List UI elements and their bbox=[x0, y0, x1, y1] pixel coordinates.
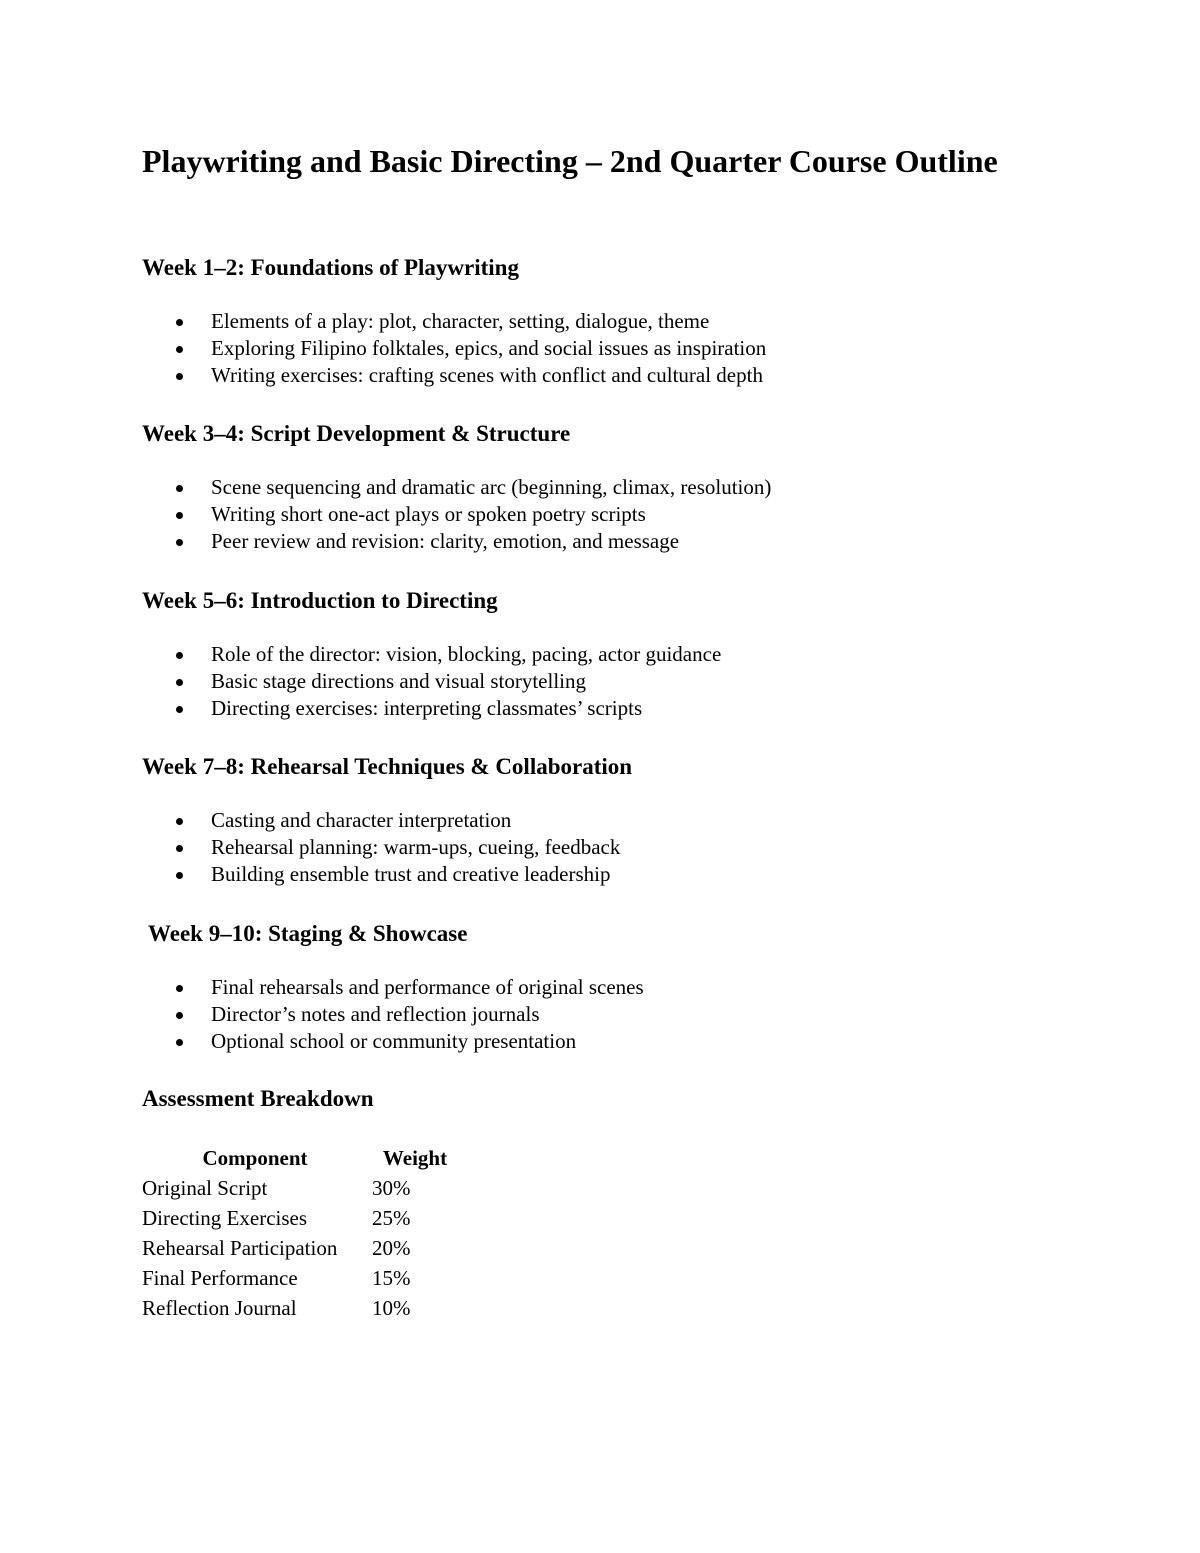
list-item-text: Rehearsal planning: warm-ups, cueing, feedback bbox=[211, 835, 621, 859]
bullet-icon bbox=[176, 485, 183, 492]
list-item bbox=[142, 641, 1102, 668]
assessment-heading: Assessment Breakdown bbox=[142, 1086, 374, 1111]
list-item-text: Peer review and revision: clarity, emotion, and message bbox=[211, 529, 680, 553]
table-row bbox=[142, 1203, 462, 1233]
list-item-text: Basic stage directions and visual storytelling bbox=[211, 669, 587, 693]
section-week-7-8 bbox=[142, 753, 1102, 888]
list-item bbox=[142, 308, 1102, 335]
list-item-text: Directing exercises: interpreting classmates’ scripts bbox=[211, 696, 643, 720]
list-item bbox=[142, 974, 1108, 1001]
list-item bbox=[142, 362, 1102, 389]
bullet-icon bbox=[176, 872, 183, 879]
list-item bbox=[142, 1001, 1108, 1028]
bullet-icon bbox=[176, 539, 183, 546]
assessment-table bbox=[142, 1143, 462, 1323]
list-item bbox=[142, 474, 1102, 501]
bullet-list bbox=[142, 974, 1108, 1055]
list-item-text: Scene sequencing and dramatic arc (beginning, climax, resolution) bbox=[211, 475, 772, 499]
table-row bbox=[142, 1173, 462, 1203]
table-header-row bbox=[142, 1143, 462, 1173]
section-heading: Week 5–6: Introduction to Directing bbox=[142, 588, 498, 613]
bullet-icon bbox=[176, 985, 183, 992]
section-week-5-6 bbox=[142, 587, 1102, 722]
list-item bbox=[142, 695, 1102, 722]
list-item bbox=[142, 861, 1102, 888]
bullet-icon bbox=[176, 706, 183, 713]
component-cell: Rehearsal Participation bbox=[142, 1235, 338, 1260]
section-week-1-2 bbox=[142, 254, 1102, 389]
bullet-icon bbox=[176, 1012, 183, 1019]
component-cell: Original Script bbox=[142, 1175, 268, 1200]
list-item-text: Role of the director: vision, blocking, pacing, actor guidance bbox=[211, 642, 722, 666]
list-item-text: Writing short one-act plays or spoken poetry scripts bbox=[211, 502, 646, 526]
column-header-weight: Weight bbox=[382, 1145, 448, 1170]
list-item bbox=[142, 807, 1102, 834]
weight-cell: 20% bbox=[372, 1235, 411, 1260]
bullet-list bbox=[142, 807, 1102, 888]
column-header-component: Component bbox=[202, 1145, 308, 1170]
bullet-icon bbox=[176, 679, 183, 686]
list-item-text: Director’s notes and reflection journals bbox=[211, 1002, 540, 1026]
list-item-text: Exploring Filipino folktales, epics, and social issues as inspiration bbox=[211, 336, 767, 360]
list-item bbox=[142, 501, 1102, 528]
weight-cell: 10% bbox=[372, 1295, 411, 1320]
bullet-list bbox=[142, 474, 1102, 555]
bullet-icon bbox=[176, 512, 183, 519]
list-item-text: Building ensemble trust and creative leadership bbox=[211, 862, 611, 886]
section-heading: Week 7–8: Rehearsal Techniques & Collaboration bbox=[142, 754, 633, 779]
table-row bbox=[142, 1293, 462, 1323]
list-item bbox=[142, 528, 1102, 555]
bullet-icon bbox=[176, 818, 183, 825]
list-item bbox=[142, 834, 1102, 861]
bullet-icon bbox=[176, 1039, 183, 1046]
list-item-text: Optional school or community presentation bbox=[211, 1029, 577, 1053]
section-heading: Week 1–2: Foundations of Playwriting bbox=[142, 255, 519, 280]
list-item-text: Final rehearsals and performance of original scenes bbox=[211, 975, 644, 999]
list-item-text: Elements of a play: plot, character, setting, dialogue, theme bbox=[211, 309, 710, 333]
bullet-icon bbox=[176, 319, 183, 326]
section-week-3-4 bbox=[142, 420, 1102, 555]
table-row bbox=[142, 1233, 462, 1263]
table-row bbox=[142, 1263, 462, 1293]
section-week-9-10 bbox=[148, 920, 1108, 1055]
document-title: Playwriting and Basic Directing – 2nd Quarter Course Outline bbox=[142, 143, 998, 179]
bullet-icon bbox=[176, 845, 183, 852]
section-heading: Week 9–10: Staging & Showcase bbox=[148, 921, 468, 946]
section-heading: Week 3–4: Script Development & Structure bbox=[142, 421, 571, 446]
bullet-icon bbox=[176, 373, 183, 380]
list-item bbox=[142, 335, 1102, 362]
component-cell: Reflection Journal bbox=[142, 1295, 297, 1320]
list-item bbox=[142, 1028, 1108, 1055]
weight-cell: 30% bbox=[372, 1175, 411, 1200]
list-item-text: Writing exercises: crafting scenes with conflict and cultural depth bbox=[211, 363, 763, 387]
component-cell: Final Performance bbox=[142, 1265, 298, 1290]
bullet-icon bbox=[176, 652, 183, 659]
component-cell: Directing Exercises bbox=[142, 1205, 308, 1230]
list-item-text: Casting and character interpretation bbox=[211, 808, 512, 832]
list-item bbox=[142, 668, 1102, 695]
bullet-list bbox=[142, 308, 1102, 389]
weight-cell: 15% bbox=[372, 1265, 411, 1290]
weight-cell: 25% bbox=[372, 1205, 411, 1230]
section-assessment bbox=[142, 1085, 1102, 1113]
bullet-list bbox=[142, 641, 1102, 722]
bullet-icon bbox=[176, 346, 183, 353]
